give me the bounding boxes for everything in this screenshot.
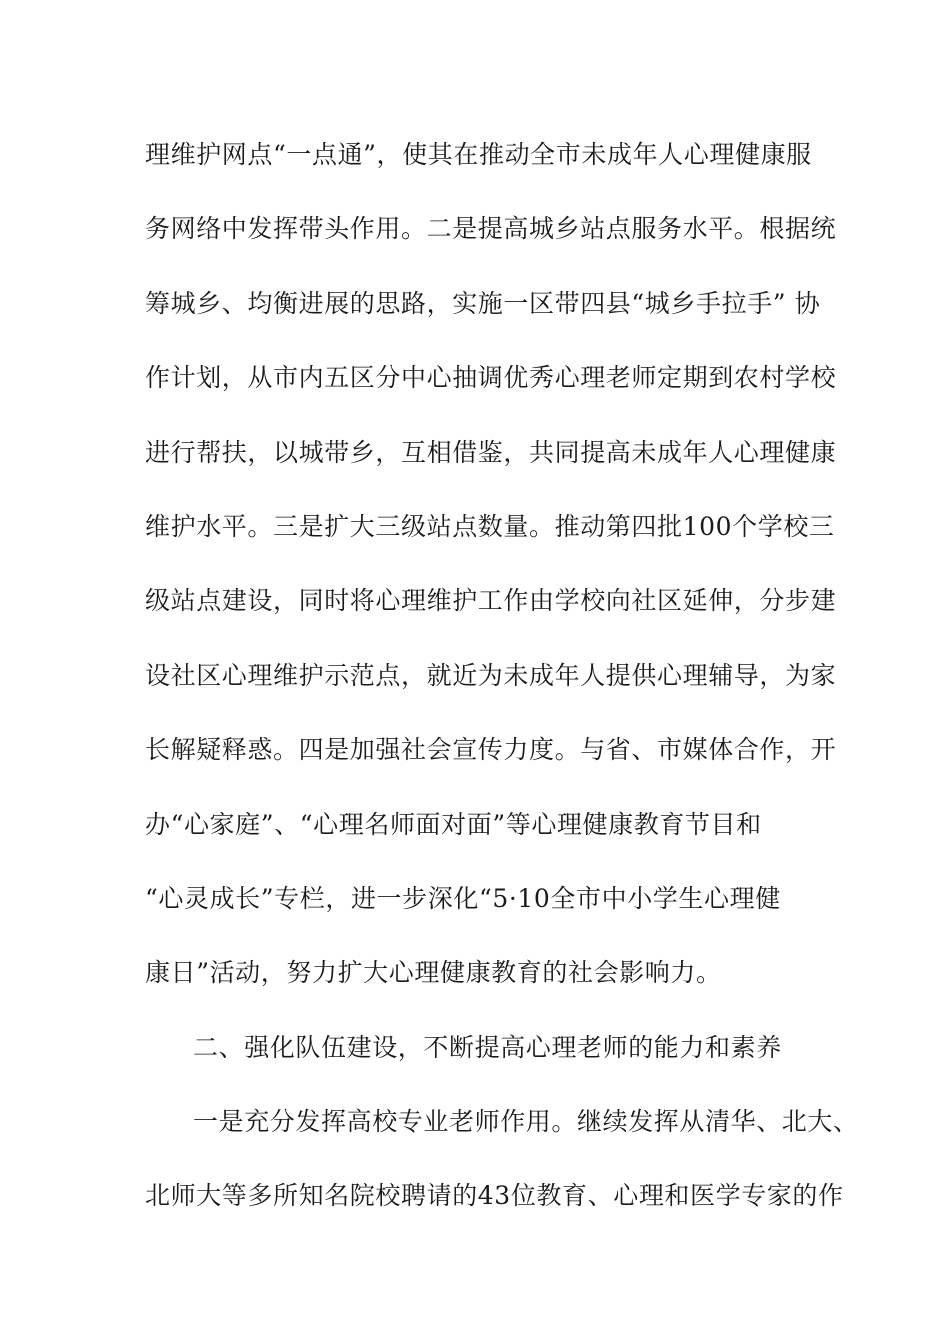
text-line: 作计划，从市内五区分中心抽调优秀心理老师定期到农村学校 [145, 363, 837, 393]
section-heading: 二、强化队伍建设，不断提高心理老师的能力和素养 [193, 1032, 782, 1062]
text-line: 北师大等多所知名院校聘请的43位教育、心理和医学专家的作 [145, 1181, 844, 1211]
text-line: 办“心家庭”、“心理名师面对面”等心理健康教育节目和 [145, 809, 762, 839]
text-line: 理维护网点“一点通”，使其在推动全市未成年人心理健康服 [145, 140, 812, 169]
document-body [145, 130, 859, 1246]
text-line: 务网络中发挥带头作用。二是提高城乡站点服务水平。根据统 [145, 214, 837, 244]
text-line: 长解疑释惑。四是加强社会宣传力度。与省、市媒体合作，开 [145, 735, 837, 765]
text-line: 进行帮扶，以城带乡，互相借鉴，共同提高未成年人心理健康 [145, 437, 837, 467]
text-line: 设社区心理维护示范点，就近为未成年人提供心理辅导，为家 [145, 660, 837, 690]
paragraph-start-line: 一是充分发挥高校专业老师作用。继续发挥从清华、北大、 [193, 1107, 859, 1137]
text-line: “心灵成长”专栏，进一步深化“5·10全市中小学生心理健 [145, 883, 781, 913]
text-line: 维护水平。三是扩大三级站点数量。推动第四批100个学校三 [145, 511, 835, 541]
text-line: 筹城乡、均衡进展的思路，实施一区带四县“城乡手拉手” 协 [145, 288, 821, 318]
text-line: 康日”活动，努力扩大心理健康教育的社会影响力。 [145, 958, 722, 988]
text-line: 级站点建设，同时将心理维护工作由学校向社区延伸，分步建 [145, 586, 837, 616]
